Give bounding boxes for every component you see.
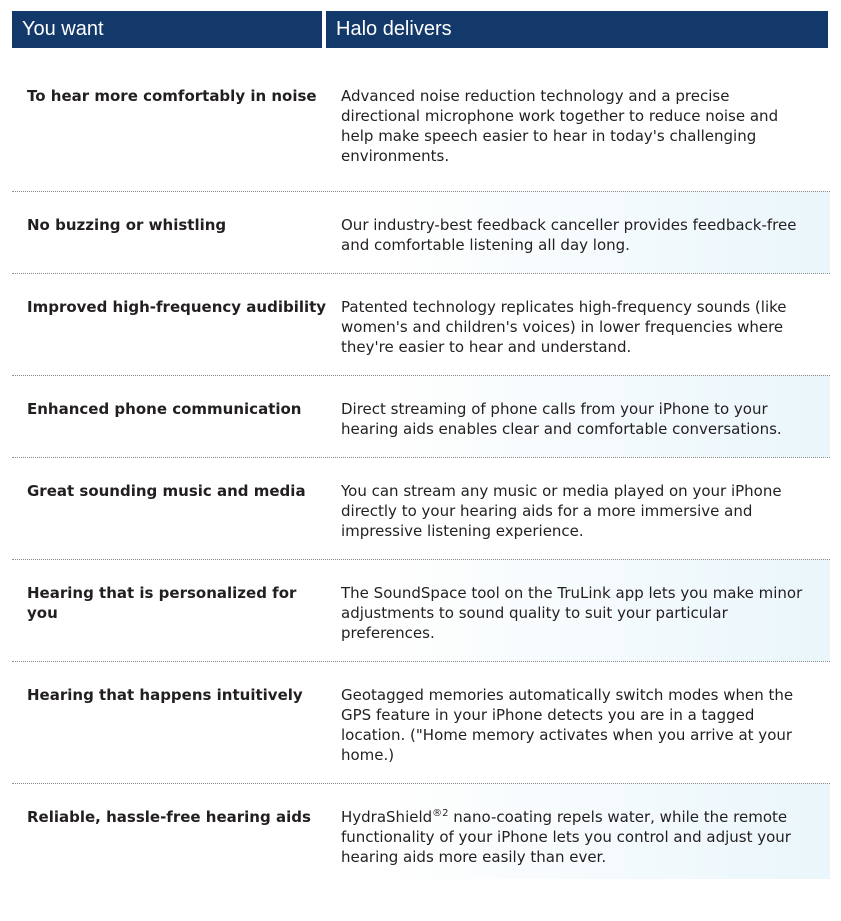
table-body [12,63,830,879]
table-row [12,191,830,273]
want-cell: Hearing that happens intuitively [27,686,303,704]
want-cell: To hear more comfortably in noise [27,87,317,105]
table-row [12,559,830,661]
deliver-text: nano-coating repels water, while the remote functionality of your iPhone lets you control and adjust your hearing aids more easily than ever. [341,808,791,866]
table-row [12,457,830,559]
want-cell: No buzzing or whistling [27,216,227,234]
deliver-cell: The SoundSpace tool on the TruLink app lets you make minor adjustments to sound quality to suit your particular preferences. [341,584,803,642]
table-row [12,63,830,191]
table-row [12,661,830,783]
want-cell: Enhanced phone communication [27,400,302,418]
table-header [12,11,830,48]
want-cell: Reliable, hassle-free hearing aids [27,808,311,826]
deliver-cell [327,807,807,879]
deliver-cell: Geotagged memories automatically switch modes when the GPS feature in your iPhone detects you are in a tagged location. ("Home memory activates when you arrive at your home.) [341,686,794,764]
header-halo-delivers: Halo delivers [326,11,828,48]
trademark-superscript: ®2 [432,808,449,819]
want-cell: Hearing that is personalized for you [27,584,297,622]
deliver-cell: You can stream any music or media played on your iPhone directly to your hearing aids for a more immersive and impressive listening experience. [341,482,782,540]
deliver-cell: Patented technology replicates high-frequency sounds (like women's and children's voices) in lower frequencies where they're easier to hear and understand. [341,298,787,356]
deliver-cell: Our industry-best feedback canceller provides feedback-free and comfortable listening all day long. [341,216,797,254]
table-row [12,375,830,457]
comparison-table [12,11,830,879]
table-row [12,273,830,375]
table-row [12,783,830,879]
want-cell: Improved high-frequency audibility [27,298,327,316]
deliver-cell: Advanced noise reduction technology and a precise directional microphone work together to reduce noise and help make speech easier to hear in today's challenging environments. [341,87,779,165]
want-cell: Great sounding music and media [27,482,306,500]
header-you-want: You want [12,11,322,48]
deliver-cell: Direct streaming of phone calls from your iPhone to your hearing aids enables clear and comfortable conversations. [341,400,782,438]
hydrashield-label: HydraShield [341,808,433,826]
